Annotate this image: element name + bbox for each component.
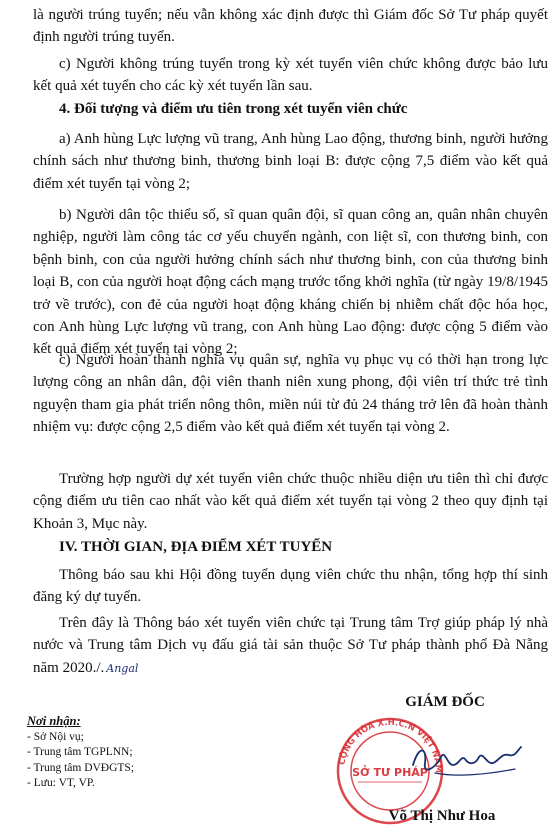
paragraph-priority-b: b) Người dân tộc thiểu số, sĩ quan quân đội, sĩ quan công an, quân nhân chuyên nghiệp, người làm công tác cơ yếu chuyển ngành, con liệt sĩ, con thương binh, con bệnh binh, con của người hưởng chính sách như thương binh, con của thương binh loại B, con của người hoạt động cách mạng trước tổng khởi nghĩa (từ ngày 19/8/1945 trở về trước), con đẻ của người hoạt động kháng chiến bị nhiễm chất độc hóa học, con Anh hùng Lực lượng vũ trang, con Anh hùng Lao động: được cộng 5 điểm vào kết quả điểm xét tuyển tại vòng 2;: [33, 207, 548, 358]
section-heading-IV: IV. THỜI GIAN, ĐỊA ĐIỂM XÉT TUYỂN: [59, 539, 333, 555]
recipients-list: [27, 730, 267, 792]
paragraph-time-place: Thông báo sau khi Hội đồng tuyển dụng viên chức thu nhận, tổng hợp thí sinh đăng ký dự tuyển.: [33, 567, 548, 606]
recipient-item: - Lưu: VT, VP.: [27, 777, 95, 789]
paragraph-continuation: là người trúng tuyển; nếu vẫn không xác định được thì Giám đốc Sở Tư pháp quyết định người trúng tuyển.: [33, 7, 548, 46]
handwritten-initial: Angal: [106, 661, 139, 675]
paragraph-priority-a: a) Anh hùng Lực lượng vũ trang, Anh hùng Lao động, thương binh, người hưởng chính sách như thương binh, thương binh loại B: được cộng 7,5 điểm vào kết quả điểm xét tuyển tại vòng 2;: [33, 131, 548, 192]
seal-center-text: SỞ TƯ PHÁP: [352, 766, 428, 779]
recipient-item: - Sở Nội vụ;: [27, 730, 84, 743]
recipient-item: - Trung tâm DVĐGTS;: [27, 761, 135, 774]
paragraph-multiple-priority: Trường hợp người dự xét tuyển viên chức thuộc nhiều diện ưu tiên thì chỉ được cộng điểm ưu tiên cao nhất vào kết quả điểm xét tuyển tại vòng 2 theo quy định tại Khoản 3, Mục này.: [33, 471, 548, 532]
section-heading-4: 4. Đối tượng và điểm ưu tiên trong xét tuyển viên chức: [59, 101, 408, 117]
recipients-block: [27, 714, 267, 792]
closing-text: Trên đây là Thông báo xét tuyển viên chức tại Trung tâm Trợ giúp pháp lý nhà nước và Trung tâm Dịch vụ đấu giá tài sản thuộc Sở Tư pháp thành phố Đà Nẵng năm 2020./.: [33, 615, 548, 676]
signer-title: GIÁM ĐỐC: [405, 694, 485, 710]
recipient-item: - Trung tâm TGPLNN;: [27, 746, 133, 758]
paragraph-c-no-reserve: c) Người không trúng tuyển trong kỳ xét tuyển viên chức không được bảo lưu kết quả xét tuyển cho các kỳ xét tuyển lần sau.: [33, 56, 548, 95]
paragraph-priority-c: c) Người hoàn thành nghĩa vụ quân sự, nghĩa vụ phục vụ có thời hạn trong lực lượng công an nhân dân, đội viên thanh niên xung phong, đội viên trí thức trẻ tình nguyện tham gia phát triển nông thôn, miền núi từ đủ 24 tháng trở lên đã hoàn thành nhiệm vụ: được cộng 2,5 điểm vào kết quả điểm xét tuyển tại vòng 2.: [33, 352, 548, 436]
recipients-title: Nơi nhận:: [27, 714, 81, 728]
seal-ring-text: CỘNG HÒA X.H.C.N VIỆT NAM: [337, 717, 444, 774]
paragraph-closing: [33, 612, 548, 680]
signer-name: Võ Thị Như Hoa: [388, 808, 496, 824]
handwritten-signature-icon: [405, 735, 525, 785]
